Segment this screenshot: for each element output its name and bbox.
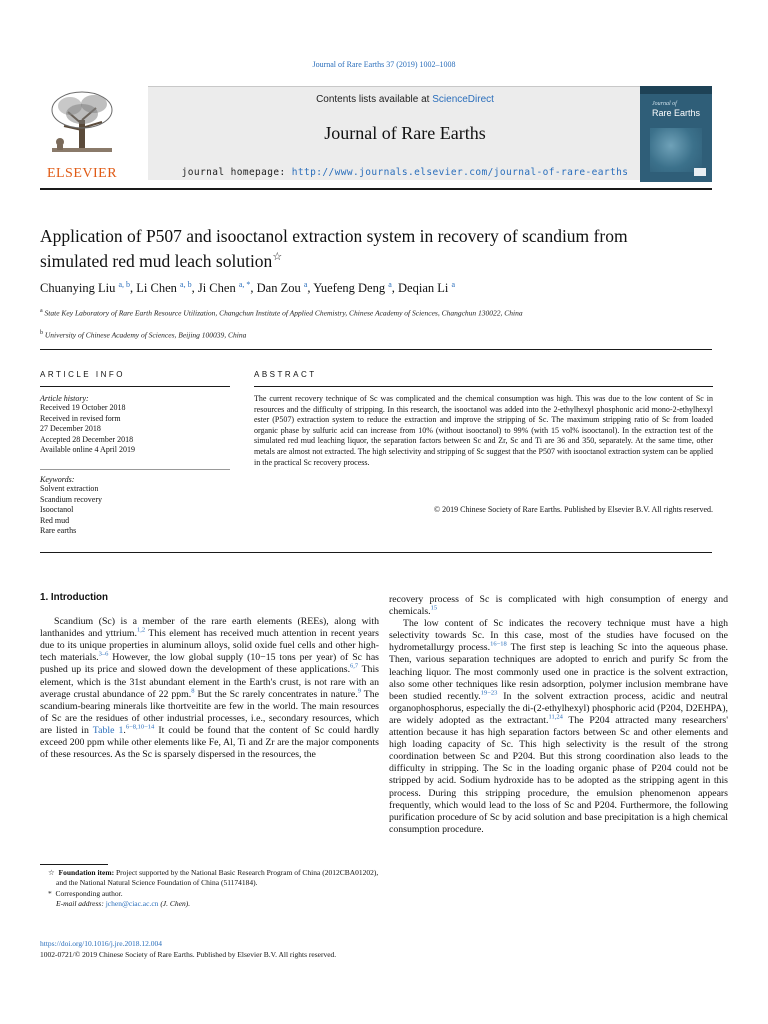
keyword[interactable]: Solvent extraction [40,484,99,493]
author-affiliation-marks[interactable]: a, b [118,280,131,289]
keywords [40,475,230,537]
abstract-text: The current recovery technique of Sc was complicated and the chemical consumption was high. This was due to the low content of Sc in resources and the difficulty of stripping. In this research, the isooctanol was added into the 2-ethylhexyl phosphonic acid mono-2-ethylhexyl ester (P507) extraction system to reduce the extraction and improve the stripping of Sc. The maximum stripping ratio of Sc from loaded organic phase by sulfuric acid can increase from 10% (without isooctanol) to 99% (with 15 vol% isooctanol). In the extraction test of the simulated red mud leaching liquor, the separation factors between Sc and Zr, Sc and Ti are 36 and 350, separately. At the same time, other metals are almost not extracted. The high selectivity and stripping of Sc suggest that the P507 with isooctanol extraction system can be applied in the practical Sc recovery process. [254,394,713,467]
text-run: The first step is leaching Sc into the aqueous phase. Then, various separation techniques are adopted to enrich and purify Sc from the leaching liquor. The most commonly used one in practice is the solvent extraction, also some other techniques like resin adsorption, polymer inclusion membrane have been studied recently. [389,642,728,702]
reference-citation[interactable]: 3–6 [98,651,109,659]
homepage-prefix: journal homepage: [181,167,292,178]
text-run: Scandium (Sc) is a member of the rare earth elements (REEs), along with lanthanides and yttrium. [40,616,379,640]
author-name[interactable]: Chuanying Liu [40,281,116,296]
article-info-heading: ARTICLE INFO [40,370,125,379]
elsevier-wordmark: ELSEVIER [46,166,118,181]
cover-band [640,86,712,94]
affiliation-text: University of Chinese Academy of Sciences, Beijing 100039, China [44,330,247,340]
abstract-heading: ABSTRACT [254,370,317,379]
reference-citation[interactable]: 19−23 [480,689,498,697]
contents-prefix: Contents lists available at [316,94,433,105]
title-footnote-mark[interactable]: ☆ [272,251,283,263]
keyword[interactable]: Rare earths [40,526,77,536]
affiliation-a [40,306,640,319]
email-footnote [40,899,379,909]
text-run: In the solvent extraction process, acidic and neutral organophosphorus, especially the di-(2-ethylhexyl) phosphoric acid (P204, D2EHPA), are widely adopted as the extractant. [389,690,728,726]
intro-paragraph-2 [389,618,728,836]
journal-header [40,86,712,182]
abstract-copyright: © 2019 Chinese Society of Rare Earths. Published by Elsevier B.V. All rights reserved. [434,505,713,514]
homepage-link[interactable]: http://www.journals.elsevier.com/journal-of-rare-earths [291,167,629,178]
author-affiliation-marks[interactable]: a, b [180,280,192,289]
reference-citation[interactable]: 15 [430,604,438,612]
corresponding-footnote [40,889,379,899]
cover-illustration [650,128,702,172]
text-run: This element, which is the 31st abundant element in the Earth's crust, is not rare with an average crustal abundance of 22 ppm. [40,664,379,700]
title-divider [40,349,712,350]
author-name[interactable]: Yuefeng Deng [313,281,386,296]
corresponding-mark: * [48,888,52,898]
issn-line: 1002-0721/© 2019 Chinese Society of Rare Earths. Published by Elsevier B.V. All rights reserved. [40,950,337,959]
intro-paragraph-1-continued [389,594,728,618]
foundation-mark: ☆ [48,868,55,877]
journal-banner [148,86,662,180]
history-line: Received in revised form [40,413,121,423]
abstract-rule [254,386,713,387]
reference-citation[interactable]: 11,24 [548,713,563,721]
author-affiliation-marks[interactable]: a [451,280,456,289]
cover-title: Rare Earths [652,108,701,118]
author-name[interactable]: Dan Zou [256,281,301,296]
keyword[interactable]: Red mud [40,515,70,525]
text-run: recovery process of Sc is complicated with high consumption of energy and chemicals. [389,594,728,618]
keyword[interactable]: Scandium recovery [40,494,102,504]
body-column-left [40,592,379,761]
corresponding-text: Corresponding author. [55,888,123,898]
keywords-label: Keywords: [40,475,75,484]
reference-citation[interactable]: 8 [191,687,195,695]
reference-citation[interactable]: 16−18 [490,641,507,649]
abstract-divider [40,552,712,553]
cover-subtitle: Journal of [652,101,677,107]
paper-title [40,226,680,272]
article-info-rule [40,386,230,387]
footnote-rule [40,864,108,865]
affiliation-text: State Key Laboratory of Rare Earth Resource Utilization, Changchun Institute of Applied Chemistry, Chinese Academy of Sciences, Changchun 130022, China [44,308,523,318]
text-run: It could be found that the content of Sc could hardly exceed 200 ppm while other elements like Fe, Al, Ti and Zr are the major components of these resources. As the Sc is sparsely dispersed in the resources, the [40,724,379,761]
author-name[interactable]: Deqian Li [398,281,449,296]
history-line: Accepted 28 December 2018 [40,434,134,444]
elsevier-logo[interactable] [40,86,124,182]
history-line: 27 December 2018 [40,424,101,434]
affiliation-mark: a [40,308,43,314]
text-run: This element has received much attention in recent years due to its unique properties in aluminum alloys, solid oxide fuel cells and other high-tech materials. [40,628,379,664]
reference-citation[interactable]: 6,7 [350,663,359,671]
text-run: . [123,724,126,736]
author-list: Chuanying Liu $^{a, b}$, Li Chen $^{a, b}$, Ji Chen $^{a, *}$, Dan Zou $^a$, Yuefeng Deng $^a$, Deqian Li $^a$ [40,280,456,296]
body-column-right [389,594,728,836]
foundation-label: Foundation item: [58,868,115,877]
text-run: The scandium-bearing minerals like thortveitite are few in the world. The main resources of Sc are the residues of other industrial processes, i.e., secondary resources, which are listed in [40,688,379,736]
history-line: Received 19 October 2018 [40,403,126,412]
sciencedirect-link[interactable]: ScienceDirect [432,94,494,105]
reference-citation[interactable]: 1,2 [136,626,146,634]
text-run: The low content of Sc indicates the recovery technique must have a high selectivity towards Sc. In this case, most of the studies have focused on the hydrometallurgy process. [389,618,728,654]
contents-line [148,94,662,105]
keyword[interactable]: Isooctanol [40,505,74,515]
cover-publisher-icon [694,168,706,176]
journal-title: Journal of Rare Earths [324,123,486,143]
email-label: E-mail address: [56,899,106,909]
foundation-text: Project supported by the National Basic Research Program of China (2012CBA01202), and the National Natural Science Foundation of China (51174184). [56,868,379,888]
journal-homepage [148,167,662,178]
foundation-footnote [40,868,379,889]
history-line: Available online 4 April 2019 [40,445,135,455]
section-heading-introduction: 1. Introduction [40,592,109,603]
reference-citation[interactable]: 9 [357,687,361,695]
article-history [40,394,230,456]
author-affiliation-marks[interactable]: a, * [238,280,251,289]
text-run: However, the low global supply (10−15 tons per year) of Sc has pushed up its price and slowed down the development of these applications. [40,652,379,676]
author-affiliation-marks[interactable]: a [388,280,392,289]
email-link[interactable]: jchen@ciac.ac.cn [105,899,159,909]
affiliation-b [40,328,640,341]
author-name[interactable]: Li Chen [136,281,177,296]
journal-citation[interactable]: Journal of Rare Earths 37 (2019) 1002–1008 [312,60,456,69]
elsevier-tree-icon [46,90,118,158]
paper-title-text: Application of P507 and isooctanol extraction system in recovery of scandium from simulated red mud leach solution [40,226,628,271]
author-name[interactable]: Ji Chen [197,281,236,296]
text-run: But the Sc rarely concentrates in nature. [194,688,358,700]
header-divider [40,188,712,190]
text-run: The P204 attracted many researchers' attention because it has high separation factors between Sc and other elements and high loading capacity of Sc. This high selectivity is the result of the strong coordination between Sc and P204. But this strong coordination also leads to the difficulty in stripping. The Sc in the loading organic phase of P204 could not be stripped by acid. Sodium hydroxide has to be adopted as the stripping agent in this process. During this stripping procedure, the emulsion phenomenon appears frequently, which would lead to the loss of Sc and P204. Furthermore, the following purification procedure of Sc by acid solution and base precipitation is a high chemical consumption procedure. [389,714,728,835]
table-link[interactable]: Table 1 [92,724,124,736]
email-suffix: (J. Chen). [158,899,191,909]
affiliation-mark: b [40,330,43,336]
footnotes [40,868,379,910]
author-affiliation-marks[interactable]: a [303,280,308,289]
intro-paragraph-1 [40,616,379,761]
reference-citation[interactable]: 6−8,10−14 [125,723,155,731]
keywords-divider [40,469,230,470]
history-label: Article history: [40,394,89,403]
doi-link[interactable]: https://doi.org/10.1016/j.jre.2018.12.004 [40,939,162,948]
journal-cover-image[interactable] [640,86,712,182]
